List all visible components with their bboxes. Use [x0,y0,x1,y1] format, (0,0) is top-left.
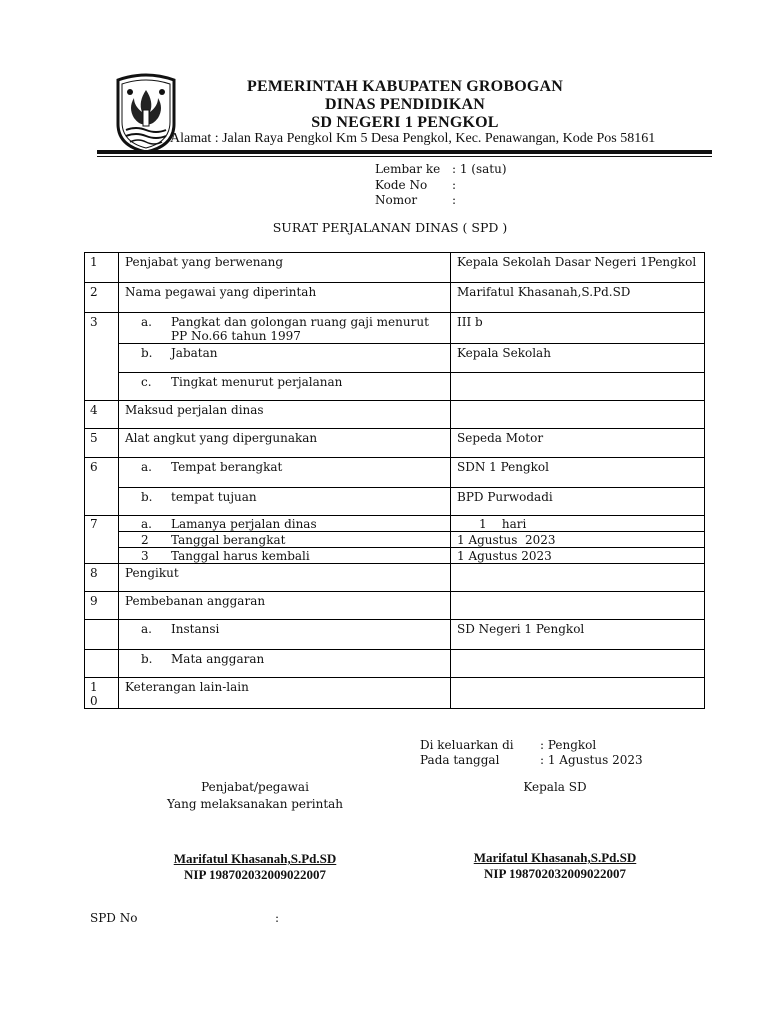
row-label: Instansi [171,622,220,636]
table-row [85,678,705,709]
row-number: 1 [85,253,119,283]
meta-sheet-value: : 1 (satu) [452,162,507,176]
row-label: Nama pegawai yang diperintah [119,283,451,313]
table-row [85,488,705,516]
letterhead-department: DINAS PENDIDIKAN [324,96,486,113]
row-number: 5 [85,429,119,458]
meta-number-value: : [452,193,457,207]
row-label: Tingkat menurut perjalanan [171,375,343,389]
row-number: 4 [85,401,119,429]
row-label: Tempat berangkat [171,460,283,474]
letterhead-address: Alamat : Jalan Raya Pengkol Km 5 Desa Pengkol, Kec. Penawangan, Kode Pos 58161 [170,131,656,146]
right-signer-name: Marifatul Khasanah,S.Pd.SD [473,850,637,865]
document-title: SURAT PERJALANAN DINAS ( SPD ) [272,220,508,235]
table-row [85,650,705,678]
row-sub-marker: 3 [141,549,149,563]
row-sub-marker: 2 [141,533,149,547]
row-sub-marker: c. [141,375,152,389]
row-value: Marifatul Khasanah,S.Pd.SD [451,283,705,313]
row-sub-marker: b. [141,346,153,360]
row-label: Tanggal berangkat [171,533,286,547]
row-value: SD Negeri 1 Pengkol [451,620,705,650]
row-number: 8 [85,564,119,592]
row-value [451,373,705,401]
spd-no-label: SPD No [90,911,138,925]
row-value [451,401,705,429]
issued-place-value: : Pengkol [540,738,597,752]
letterhead-school: SD NEGERI 1 PENGKOL [311,114,499,131]
table-row [85,344,705,373]
row-sub-marker: b. [141,490,153,504]
table-row [85,429,705,458]
table-row [85,548,705,564]
row-value [451,564,705,592]
issued-date-value: : 1 Agustus 2023 [540,753,643,767]
row-number: 9 [85,592,119,620]
row-label: tempat tujuan [171,490,257,504]
row-label: Alat angkut yang dipergunakan [119,429,451,458]
right-signer-nip: NIP 198702032009022007 [484,866,626,881]
row-value: SDN 1 Pengkol [451,458,705,488]
meta-number-label: Nomor [375,193,418,207]
row-value: Kepala Sekolah Dasar Negeri 1Pengkol [451,253,705,283]
row-number: 7 [85,516,119,532]
table-row [85,564,705,592]
row-number: 3 [85,313,119,344]
row-value: 1 Agustus 2023 [451,532,705,548]
row-label: Maksud perjalan dinas [119,401,451,429]
letterhead-rule-thin [97,156,712,157]
row-sub-marker: a. [141,315,152,329]
table-row [85,532,705,548]
row-value [451,678,705,709]
meta-code-label: Kode No [375,178,428,192]
left-signer-nip: NIP 198702032009022007 [184,867,326,882]
table-row [85,373,705,401]
table-row [85,253,705,283]
row-label: Jabatan [171,346,218,360]
row-sub-marker: a. [141,460,152,474]
row-number: 6 [85,458,119,488]
row-value: 1 hari [451,516,705,532]
row-sub-marker: a. [141,517,152,531]
row-value [451,592,705,620]
row-value: III b [451,313,705,344]
table-row [85,458,705,488]
row-number: 2 [85,283,119,313]
table-row [85,283,705,313]
table-row [85,516,705,532]
table-row [85,592,705,620]
row-label: Pembebanan anggaran [119,592,451,620]
row-number-top: 1 [90,680,98,694]
spd-table [84,252,705,709]
row-label: Mata anggaran [171,652,265,666]
letterhead-government: PEMERINTAH KABUPATEN GROBOGAN [246,78,564,95]
left-signer-subtitle: Yang melaksanakan perintah [166,797,344,811]
issued-date-label: Pada tanggal [420,753,500,767]
row-label: Pengikut [119,564,451,592]
right-signer-title: Kepala SD [523,780,587,794]
spd-no-value: : [275,911,280,925]
row-value: 1 Agustus 2023 [451,548,705,564]
row-sub-marker: b. [141,652,153,666]
table-row [85,620,705,650]
left-signer-title: Penjabat/pegawai [201,780,309,794]
left-signer-name: Marifatul Khasanah,S.Pd.SD [173,851,337,866]
letterhead-rule-thick [97,150,712,154]
meta-code-value: : [452,178,457,192]
row-label: Tanggal harus kembali [171,549,310,563]
row-value: Sepeda Motor [451,429,705,458]
table-row [85,401,705,429]
row-value [451,650,705,678]
row-label: Lamanya perjalan dinas [171,517,317,531]
row-number-bottom: 0 [90,694,98,708]
row-value: Kepala Sekolah [451,344,705,373]
row-sub-marker: a. [141,622,152,636]
table-row [85,313,705,344]
row-value: BPD Purwodadi [451,488,705,516]
row-label: Penjabat yang berwenang [119,253,451,283]
row-label: Pangkat dan golongan ruang gaji menurut PP No.66 tahun 1997 [171,315,429,343]
issued-place-label: Di keluarkan di [420,738,514,752]
meta-sheet-label: Lembar ke [375,162,441,176]
row-label: Keterangan lain-lain [119,678,451,709]
